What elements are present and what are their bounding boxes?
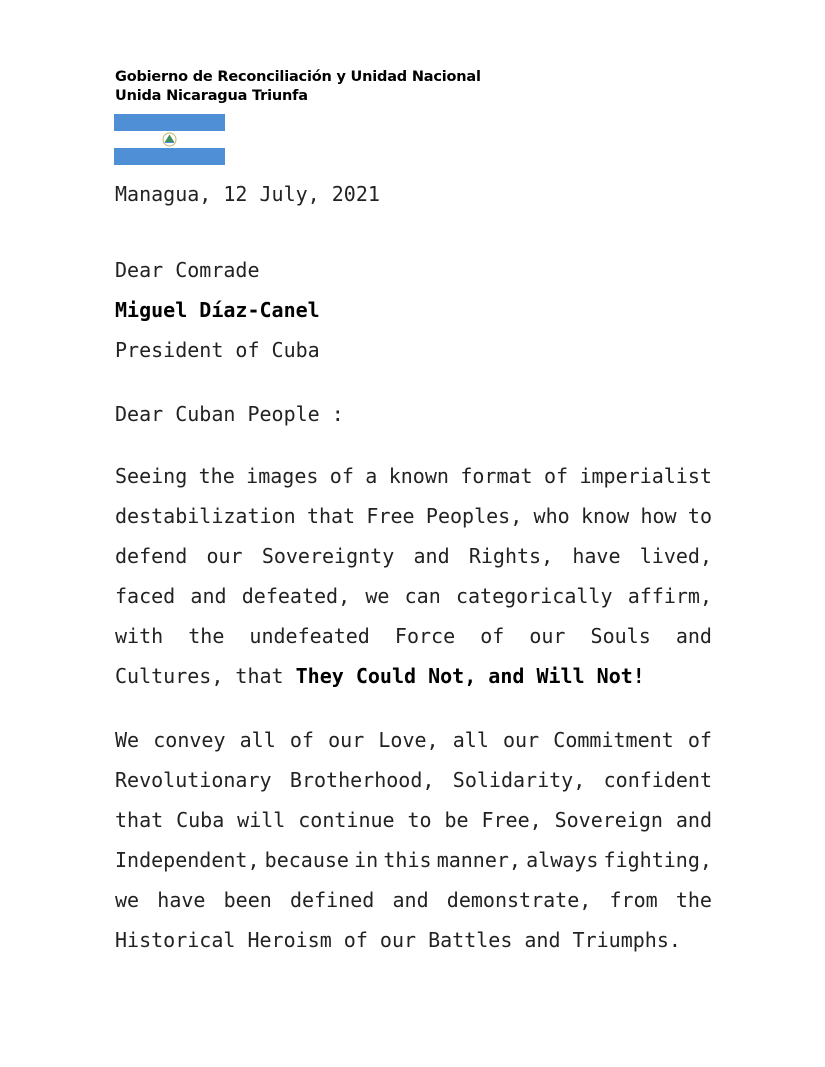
recipient-title: President of Cuba <box>115 338 320 362</box>
word: and <box>413 544 450 568</box>
word: to <box>407 808 432 832</box>
paragraph-1-line-text <box>115 496 712 536</box>
word: faced <box>115 584 176 608</box>
paragraph-2-line-text <box>115 720 712 760</box>
paragraph-2-line <box>115 720 712 760</box>
word: known <box>388 464 449 488</box>
word: defend <box>115 544 188 568</box>
word: affirm, <box>627 584 712 608</box>
paragraph-2-last-text: Historical Heroism of our Battles and Triumphs. <box>115 928 681 952</box>
word: continue <box>298 808 395 832</box>
word: and <box>392 888 429 912</box>
paragraph-2-line-text <box>115 840 712 880</box>
word: demonstrate, <box>446 888 592 912</box>
word: always <box>526 848 599 872</box>
word: with <box>115 624 164 648</box>
word: and <box>675 624 712 648</box>
word: we <box>365 584 390 608</box>
word: our <box>206 544 243 568</box>
word: Seeing <box>115 464 188 488</box>
word: can <box>404 584 441 608</box>
word: defined <box>290 888 375 912</box>
word: that <box>306 504 356 528</box>
word: been <box>223 888 272 912</box>
letterhead-line-2: Unida Nicaragua Triunfa <box>115 88 308 104</box>
word: destabilization <box>115 504 296 528</box>
word: imperialist <box>579 464 712 488</box>
word: how <box>640 504 677 528</box>
recipient-name: Miguel Díaz-Canel <box>115 298 320 322</box>
paragraph-1-line-text <box>115 616 712 656</box>
word: and <box>190 584 227 608</box>
paragraph-1 <box>115 456 712 696</box>
paragraph-2-line <box>115 840 712 880</box>
word: categorically <box>455 584 613 608</box>
word: because <box>264 848 349 872</box>
paragraph-1-last-line <box>115 656 712 696</box>
paragraph-1-line <box>115 576 712 616</box>
paragraph-1-last-prefix: Cultures, that <box>115 664 296 688</box>
word: format <box>460 464 533 488</box>
word: will <box>237 808 286 832</box>
word: all <box>452 728 489 752</box>
paragraph-1-line-text <box>115 576 712 616</box>
word: know <box>580 504 630 528</box>
word: Brotherhood, <box>289 768 435 792</box>
word: of <box>480 624 505 648</box>
word: from <box>609 888 658 912</box>
word: and <box>675 808 712 832</box>
word: Free <box>366 504 415 528</box>
word: convey <box>153 728 226 752</box>
paragraph-2 <box>115 720 712 960</box>
paragraph-2-line <box>115 760 712 800</box>
paragraph-1-line-text <box>115 456 712 496</box>
paragraph-1-emphasis: They Could Not, and Will Not! <box>295 664 645 688</box>
word: our <box>529 624 566 648</box>
salutation-greeting: Dear Comrade <box>115 258 260 282</box>
word: Solidarity, <box>452 768 586 792</box>
word: Souls <box>590 624 651 648</box>
paragraph-1-line <box>115 456 712 496</box>
paragraph-2-last-line <box>115 920 712 960</box>
word: to <box>687 504 712 528</box>
paragraph-1-line <box>115 536 712 576</box>
word: our <box>328 728 365 752</box>
word: Force <box>394 624 456 648</box>
word: undefeated <box>249 624 370 648</box>
paragraph-2-line-text <box>115 880 712 920</box>
word: the <box>188 624 225 648</box>
word: of <box>687 728 712 752</box>
letterhead <box>115 68 481 106</box>
word: defeated, <box>241 584 351 608</box>
paragraph-2-line <box>115 880 712 920</box>
word: have <box>157 888 206 912</box>
letter-date: Managua, 12 July, 2021 <box>115 182 380 206</box>
word: Peoples, <box>425 504 523 528</box>
paragraph-2-line <box>115 800 712 840</box>
word: fighting, <box>603 848 712 872</box>
salutation-people: Dear Cuban People : <box>115 402 344 426</box>
paragraph-1-line <box>115 496 712 536</box>
word: our <box>503 728 540 752</box>
word: Sovereign <box>554 808 663 832</box>
word: of <box>543 464 569 488</box>
word: all <box>239 728 276 752</box>
word: of <box>289 728 314 752</box>
word: of <box>329 464 354 488</box>
word: We <box>115 728 140 752</box>
paragraph-2-line-text <box>115 800 712 840</box>
word: that <box>115 808 164 832</box>
word: have <box>572 544 621 568</box>
word: images <box>246 464 319 488</box>
word: Commitment <box>553 728 674 752</box>
word: Cuba <box>176 808 225 832</box>
paragraph-2-line-text <box>115 760 712 800</box>
word: this <box>383 848 432 872</box>
nicaragua-flag-icon <box>114 114 225 165</box>
word: Independent, <box>115 848 260 872</box>
letterhead-line-1: Gobierno de Reconciliación y Unidad Nacional <box>115 69 481 85</box>
word: confident <box>603 768 712 792</box>
word: Love, <box>378 728 439 752</box>
word: we <box>115 888 140 912</box>
paragraph-1-line <box>115 616 712 656</box>
word: a <box>365 464 378 488</box>
word: manner, <box>436 848 521 872</box>
word: Rights, <box>468 544 554 568</box>
word: lived, <box>639 544 712 568</box>
word: be <box>444 808 469 832</box>
paragraph-1-line-text <box>115 536 712 576</box>
word: the <box>198 464 235 488</box>
word: who <box>533 504 570 528</box>
word: in <box>354 848 379 872</box>
word: Revolutionary <box>115 768 272 792</box>
word: Free, <box>481 808 542 832</box>
word: the <box>675 888 712 912</box>
word: Sovereignty <box>261 544 395 568</box>
